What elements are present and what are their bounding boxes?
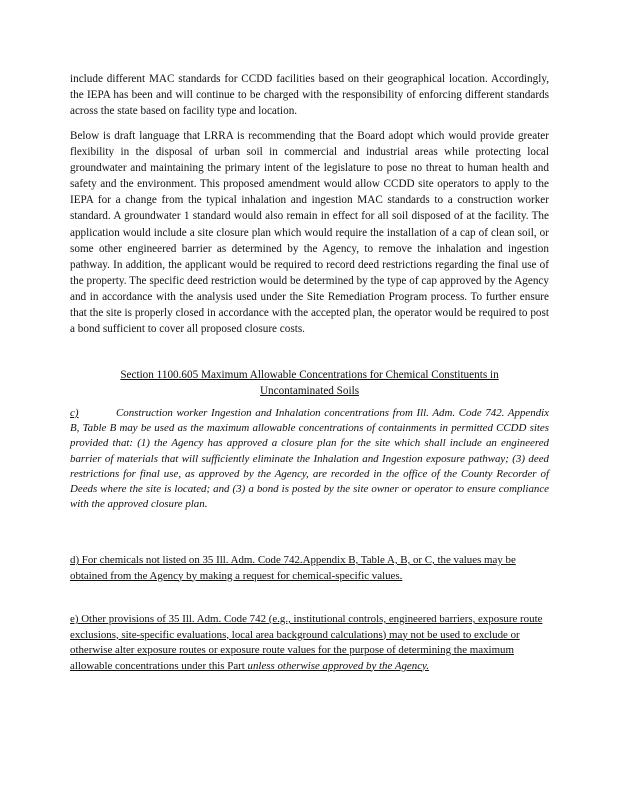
paragraph-draft-language: Below is draft language that LRRA is recommending that the Board adopt which would provide greater flexibility in the disposal of urban soil in commercial and industrial areas while protecting local groundwater and maintaining the primary intent of the legislature to pose no threat to human health and safety and the environment. This proposed amendment would allow CCDD site operators to apply to the IEPA for a change from the typical inhalation and ingestion MAC standards to a construction worker standard. A groundwater 1 standard would also remain in effect for all soil disposed of at the facility. The application would include a site closure plan which would require the installation of a cap of clean soil, or some other engineered barrier as determined by the Agency, to remove the inhalation and ingestion pathway. In addition, the applicant would be required to record deed restrictions regarding the final use of the property. The specific deed restriction would be determined by the type of cap approved by the Agency and in accordance with the analysis used under the Site Remediation Program process. To further ensure that the site is properly closed in accordance with the accepted plan, the operator would be required to post a bond sufficient to cover all proposed closure costs. — [70, 130, 549, 336]
subsection-d-label: d) — [70, 554, 80, 566]
subsection-e-italic-tail: unless otherwise approved by the Agency. — [247, 659, 430, 672]
subsection-c — [70, 406, 549, 512]
subsection-c-label: c) — [70, 407, 79, 419]
subsection-d — [70, 553, 549, 584]
subsection-e-label: e) — [70, 613, 79, 625]
paragraph-mac-standards: include different MAC standards for CCDD facilities based on their geographical location. Accordingly, the IEPA has been and will continue to be charged with the responsibility of enforcing different standards across the state based on facility type and location. — [70, 73, 549, 118]
subsection-c-text: Construction worker Ingestion and Inhalation concentrations from Ill. Adm. Code 742. Appendix B, Table B may be used as the maximum allowable concentrations of containments in permitted CCDD sites provided that: (1) the Agency has approved a closure plan for the site which shall include an engineered barrier of materials that will sufficiently eliminate the Inhalation and Ingestion exposure pathway; (3) deed restrictions for final use, as approved by the Agency, are recorded in the office of the County Recorder of Deeds where the site is located; and (3) a bond is posted by the site owner or operator to ensure compliance with the approved closure plan. — [70, 407, 549, 511]
subsection-d-text: For chemicals not listed on 35 Ill. Adm. Code 742.Appendix B, Table A, B, or C, the values may be obtained from the Agency by making a request for chemical-specific values. — [70, 554, 516, 582]
subsection-e — [70, 612, 549, 674]
section-heading-line1: Section 1100.605 Maximum Allowable Concentrations for Chemical Constituents in — [120, 369, 499, 381]
subsection-e-text: Other provisions of 35 Ill. Adm. Code 742 (e.g., institutional controls, engineered barriers, exposure route exclusions, site-specific evaluations, local area background calculations) may not be used to exclude or otherwise alter exposure routes or exposure route values for the purpose of determining the maximum allowable concentrations under this Part — [70, 613, 543, 672]
section-heading-line2: Uncontaminated Soils — [259, 385, 360, 397]
section-heading — [70, 367, 549, 399]
